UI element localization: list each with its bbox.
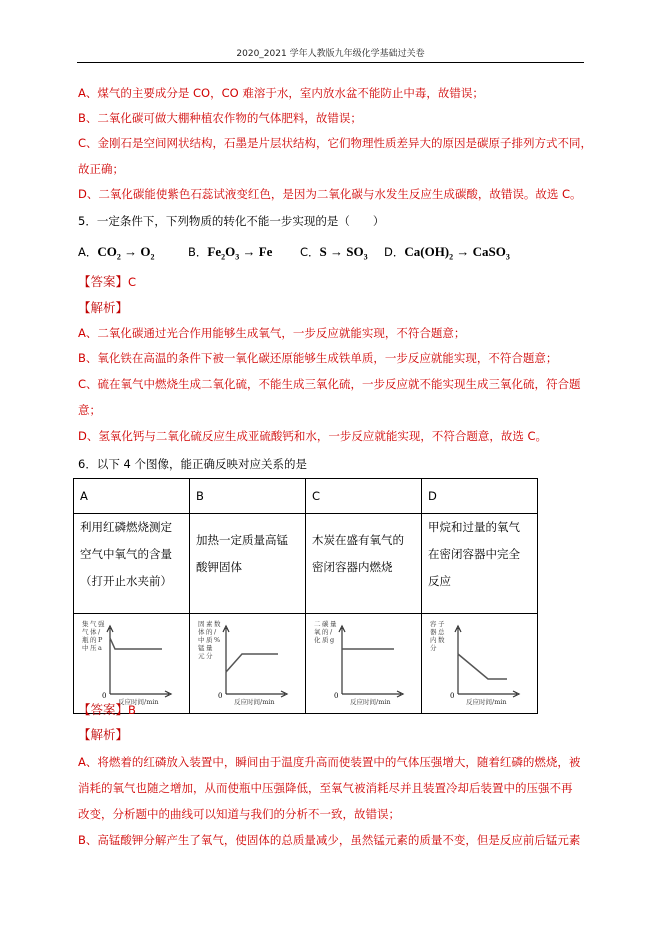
col-label: B	[190, 479, 306, 514]
option-d: D．$Ca(OH)_2$ → CaSO$_3$	[384, 244, 510, 262]
graph-c	[306, 614, 421, 710]
y-axis-label: 容器内分子总数	[430, 620, 445, 652]
graph-a	[74, 614, 189, 710]
y-axis	[107, 626, 113, 694]
y-axis-label: 固体中锰元素的质量分数/ %	[198, 620, 221, 660]
analysis-5-heading: 【解析】	[78, 300, 129, 315]
col-desc: 利用红磷燃烧测定 空气中氧气的含量 （打开止水夹前）	[74, 514, 190, 614]
analysis-line: B、高锰酸钾分解产生了氧气，使固体的总质量减少，虽然锰元素的质量不变，但是反应前后锰元素	[78, 833, 581, 847]
analysis-line: C、硫在氧气中燃烧生成二氧化硫，不能生成三氧化硫，一步反应就不能实现生成三氧化硫，符合题	[78, 377, 581, 391]
page-header: 2020_2021 学年人教版九年级化学基础过关卷	[236, 49, 425, 59]
question-5-stem: 5．一定条件下，下列物质的转化不能一步实现的是（ ）	[78, 214, 385, 228]
option-c: C．$S \to SO_3$	[300, 244, 368, 262]
analysis-line: B、氧化铁在高温的条件下被一氧化碳还原能够生成铁单质，一步反应就能实现，不符合题意；	[78, 351, 558, 365]
x-axis	[458, 691, 519, 697]
analysis-line: A、二氧化碳通过光合作用能够生成氧气，一步反应就能实现，不符合题意；	[78, 326, 466, 340]
graph-d	[422, 614, 537, 710]
col-label: C	[306, 479, 422, 514]
x-axis	[226, 691, 287, 697]
answer-5: 【答案】C	[78, 274, 137, 289]
graph-b	[190, 614, 305, 710]
y-axis	[223, 626, 229, 694]
y-axis-label: 二氧化碳的质量/ g	[314, 620, 337, 644]
graph-curve	[458, 654, 507, 679]
analysis-line: A、煤气的主要成分是 CO，CO 难溶于水，室内放水盆不能防止中毒，故错误；	[78, 86, 484, 100]
analysis-line: C、金刚石是空间网状结构，石墨是片层状结构，它们物理性质差异大的原因是碳原子排列方式不同，	[78, 136, 593, 150]
analysis-line: 意；	[78, 403, 101, 417]
x-axis-label: 反应时间/min	[234, 698, 275, 706]
origin-label: 0	[218, 692, 223, 700]
question-6-stem: 6．以下 4 个图像，能正确反映对应关系的是	[78, 457, 307, 471]
graph-curve	[226, 654, 278, 672]
col-desc: 木炭在盛有氧气的 密闭容器内燃烧	[306, 514, 422, 614]
col-desc: 加热一定质量高锰 酸钾固体	[190, 514, 306, 614]
options-table	[73, 478, 538, 714]
x-axis-label: 反应时间/min	[350, 698, 391, 706]
y-axis	[339, 626, 345, 694]
x-axis-label: 反应时间/min	[466, 698, 507, 706]
origin-label: 0	[450, 692, 455, 700]
analysis-6-heading: 【解析】	[78, 727, 129, 742]
col-desc: 甲烷和过量的氧气 在密闭容器中完全 反应	[422, 514, 538, 614]
analysis-line: 故正确；	[78, 162, 124, 176]
analysis-line: D、氢氧化钙与二氧化硫反应生成亚硫酸钙和水，一步反应就能实现，不符合题意，故选 C。	[78, 429, 548, 443]
answer-6: 【答案】B	[78, 702, 136, 717]
analysis-line: D、二氧化碳能使紫色石蕊试液变红色，是因为二氧化碳与水发生反应生成碳酸，故错误。故选 C。	[78, 187, 582, 201]
x-axis-label: 反应时间/min	[118, 698, 159, 706]
origin-label: 0	[334, 692, 339, 700]
graph-curve	[110, 638, 162, 649]
analysis-line: 改变，分析题中的曲线可以知道与我们的分析不一致，故错误；	[78, 807, 400, 821]
header-rule	[77, 62, 584, 63]
analysis-line: 消耗的氧气也随之增加，从而使瓶中压强降低，至氧气被消耗尽并且装置冷却后装置中的压强不再	[78, 781, 573, 795]
origin-label: 0	[102, 692, 107, 700]
x-axis	[342, 691, 403, 697]
analysis-line: A、将燃着的红磷放入装置中，瞬间由于温度升高而使装置中的气体压强增大，随着红磷的燃烧，被	[78, 755, 581, 769]
y-axis	[455, 626, 461, 694]
y-axis-label: 集气瓶中气体的压强/ P a	[82, 620, 105, 652]
option-a: A．$CO_2 \to O_2$	[78, 244, 155, 262]
option-b: B．$Fe_2O_3 \to Fe$	[188, 244, 273, 262]
col-label: A	[74, 479, 190, 514]
col-label: D	[422, 479, 538, 514]
x-axis	[110, 691, 171, 697]
analysis-line: B、二氧化碳可做大棚种植农作物的气体肥料，故错误；	[78, 111, 362, 125]
